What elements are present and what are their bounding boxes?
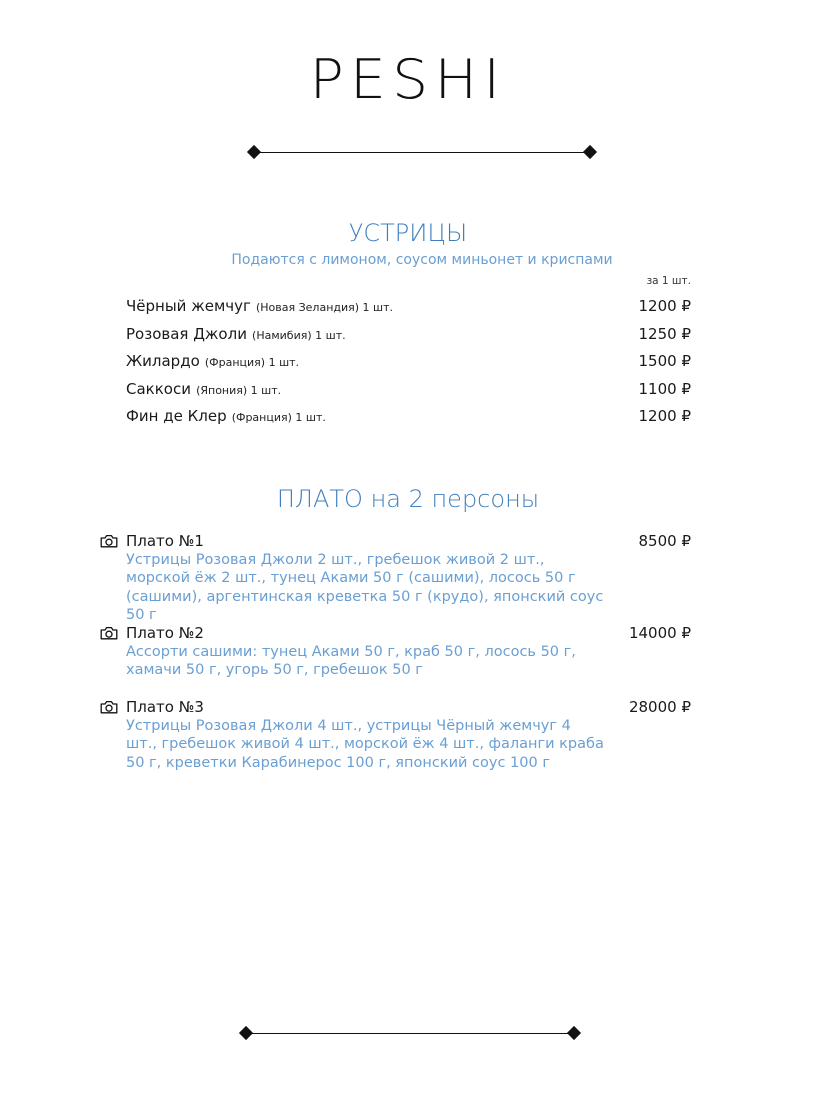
item-name: Саккоси [126,379,191,398]
item-price: 1250 ₽ [638,324,691,343]
list-item [126,379,691,407]
list-item [126,351,691,379]
diamond-icon [567,1026,581,1040]
item-price: 1200 ₽ [638,297,691,315]
item-price: 1200 ₽ [638,407,691,426]
platter-item [100,531,691,624]
platter-price: 14000 ₽ [628,624,691,642]
item-label [126,406,326,425]
item-origin: (Япония) 1 шт. [196,383,282,397]
top-divider [248,144,596,160]
platter-item [100,697,691,772]
list-item [126,406,691,434]
platter-description: Ассорти сашими: тунец Аками 50 г, краб 50 г, лосось 50 г, хамачи 50 г, угорь 50 г, гребешок 50 г [126,644,576,679]
diamond-icon [247,145,261,159]
oysters-title: УСТРИЦЫ [348,219,468,247]
item-price: 1500 ₽ [638,352,691,371]
item-label [126,324,346,343]
platter-description: Устрицы Розовая Джоли 2 шт., гребешок живой 2 шт., морской ёж 2 шт., тунец Аками 50 г (сашими), лосось 50 г (сашими), аргентинская креветка 50 г (крудо), японский соус 50 г [126,552,604,623]
camera-icon[interactable] [100,700,118,714]
platter-name: Плато №2 [126,624,204,642]
diamond-icon [583,145,597,159]
platter-price: 28000 ₽ [628,698,691,716]
item-origin: (Франция) 1 шт. [231,411,326,425]
item-name: Фин де Клер [126,407,227,426]
item-origin: (Франция) 1 шт. [204,356,300,370]
item-name: Жилардо [126,352,200,371]
item-label [126,351,299,370]
item-name: Розовая Джоли [126,324,247,343]
platter-item [100,623,691,680]
list-item [126,296,691,324]
platter-name: Плато №1 [126,532,204,550]
oysters-subtitle: Подаются с лимоном, соусом миньонет и криспами [231,252,613,268]
brand-logo: PESHI [309,48,507,111]
item-origin: (Намибия) 1 шт. [252,328,346,342]
divider-line [248,1033,572,1034]
platter-name: Плато №3 [126,698,204,716]
item-name: Чёрный жемчуг [126,297,251,315]
unit-note: за 1 шт. [646,275,691,287]
divider-line [256,152,588,153]
camera-icon[interactable] [100,626,118,640]
item-price: 1100 ₽ [638,379,691,398]
oyster-list [126,296,691,434]
platters-title: ПЛАТО на 2 персоны [276,485,540,513]
list-item [126,324,691,352]
diamond-icon [239,1026,253,1040]
item-label [126,379,281,398]
item-label [126,296,393,315]
item-origin: (Новая Зеландия) 1 шт. [255,301,394,314]
platter-price: 8500 ₽ [638,532,691,550]
bottom-divider [240,1025,580,1041]
camera-icon[interactable] [100,534,118,548]
platter-description: Устрицы Розовая Джоли 4 шт., устрицы Чёрный жемчуг 4 шт., гребешок живой 4 шт., морской ёж 4 шт., фаланги краба 50 г, креветки Карабинерос 100 г, японский соус 100 г [126,718,604,771]
